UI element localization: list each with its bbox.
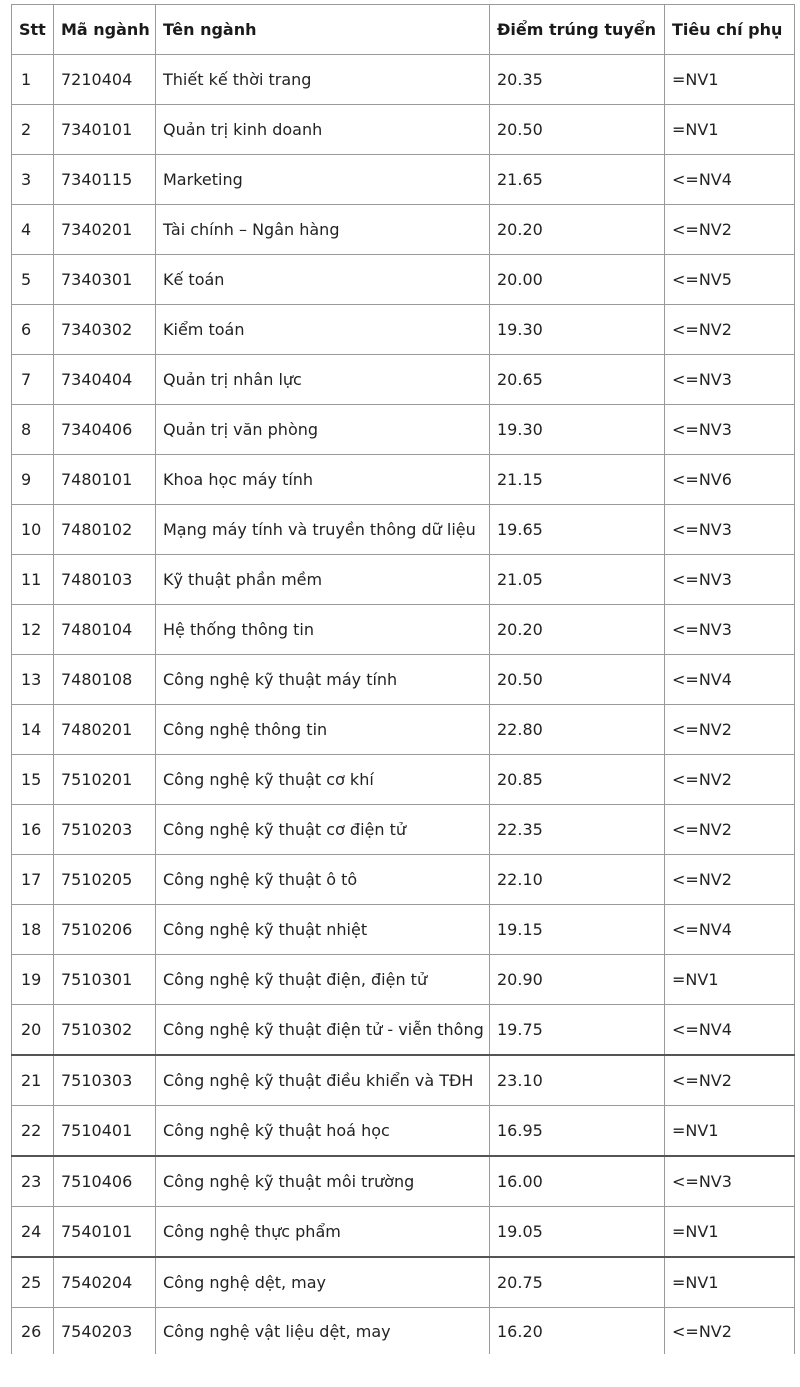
cell-major-code: 7340302 xyxy=(54,305,156,355)
cell-major-name: Quản trị nhân lực xyxy=(156,355,490,405)
cell-sub-criteria: <=NV3 xyxy=(665,605,795,655)
cell-sub-criteria: <=NV3 xyxy=(665,1156,795,1207)
cell-sub-criteria: <=NV2 xyxy=(665,1055,795,1106)
cell-major-name: Công nghệ vật liệu dệt, may xyxy=(156,1308,490,1355)
cell-admission-score: 21.65 xyxy=(490,155,665,205)
cell-stt: 23 xyxy=(12,1156,54,1207)
cell-stt: 6 xyxy=(12,305,54,355)
header-major-code: Mã ngành xyxy=(54,5,156,55)
cell-major-name: Hệ thống thông tin xyxy=(156,605,490,655)
cell-major-code: 7510303 xyxy=(54,1055,156,1106)
cell-major-name: Công nghệ kỹ thuật hoá học xyxy=(156,1106,490,1157)
cell-major-code: 7340201 xyxy=(54,205,156,255)
table-row xyxy=(12,905,795,955)
cell-sub-criteria: <=NV3 xyxy=(665,405,795,455)
cell-major-name: Kỹ thuật phần mềm xyxy=(156,555,490,605)
cell-stt: 10 xyxy=(12,505,54,555)
cell-major-name: Khoa học máy tính xyxy=(156,455,490,505)
cell-sub-criteria: <=NV2 xyxy=(665,805,795,855)
cell-stt: 4 xyxy=(12,205,54,255)
cell-stt: 18 xyxy=(12,905,54,955)
table-row xyxy=(12,105,795,155)
table-row xyxy=(12,805,795,855)
cell-admission-score: 20.85 xyxy=(490,755,665,805)
cell-stt: 14 xyxy=(12,705,54,755)
cell-major-name: Công nghệ kỹ thuật điện tử - viễn thông xyxy=(156,1005,490,1056)
table-row xyxy=(12,755,795,805)
table-row xyxy=(12,205,795,255)
cell-stt: 15 xyxy=(12,755,54,805)
header-sub-criteria: Tiêu chí phụ xyxy=(665,5,795,55)
cell-major-name: Công nghệ kỹ thuật cơ khí xyxy=(156,755,490,805)
cell-sub-criteria: <=NV2 xyxy=(665,755,795,805)
cell-stt: 8 xyxy=(12,405,54,455)
cell-major-name: Kế toán xyxy=(156,255,490,305)
cell-major-name: Công nghệ kỹ thuật nhiệt xyxy=(156,905,490,955)
cell-stt: 7 xyxy=(12,355,54,405)
table-row xyxy=(12,655,795,705)
table-row xyxy=(12,1207,795,1258)
header-major-name: Tên ngành xyxy=(156,5,490,55)
cell-sub-criteria: =NV1 xyxy=(665,955,795,1005)
admission-scores-table-container xyxy=(11,4,794,1354)
cell-major-name: Công nghệ kỹ thuật môi trường xyxy=(156,1156,490,1207)
cell-stt: 19 xyxy=(12,955,54,1005)
cell-sub-criteria: <=NV4 xyxy=(665,155,795,205)
cell-stt: 3 xyxy=(12,155,54,205)
cell-admission-score: 21.05 xyxy=(490,555,665,605)
cell-major-name: Mạng máy tính và truyền thông dữ liệu xyxy=(156,505,490,555)
cell-major-name: Công nghệ kỹ thuật cơ điện tử xyxy=(156,805,490,855)
cell-stt: 13 xyxy=(12,655,54,705)
table-row xyxy=(12,1005,795,1056)
header-stt: Stt xyxy=(12,5,54,55)
table-row xyxy=(12,505,795,555)
cell-sub-criteria: <=NV2 xyxy=(665,705,795,755)
cell-major-code: 7540203 xyxy=(54,1308,156,1355)
cell-major-code: 7540204 xyxy=(54,1257,156,1308)
cell-sub-criteria: <=NV4 xyxy=(665,655,795,705)
cell-sub-criteria: <=NV2 xyxy=(665,1308,795,1355)
table-row xyxy=(12,555,795,605)
cell-major-code: 7480201 xyxy=(54,705,156,755)
cell-sub-criteria: <=NV5 xyxy=(665,255,795,305)
cell-stt: 5 xyxy=(12,255,54,305)
cell-stt: 24 xyxy=(12,1207,54,1258)
cell-sub-criteria: <=NV4 xyxy=(665,905,795,955)
header-admission-score: Điểm trúng tuyển xyxy=(490,5,665,55)
cell-admission-score: 20.90 xyxy=(490,955,665,1005)
cell-admission-score: 20.50 xyxy=(490,105,665,155)
cell-admission-score: 21.15 xyxy=(490,455,665,505)
cell-major-code: 7510301 xyxy=(54,955,156,1005)
cell-sub-criteria: =NV1 xyxy=(665,1257,795,1308)
cell-admission-score: 20.20 xyxy=(490,205,665,255)
cell-major-code: 7340115 xyxy=(54,155,156,205)
cell-major-code: 7510401 xyxy=(54,1106,156,1157)
cell-admission-score: 22.35 xyxy=(490,805,665,855)
cell-admission-score: 19.75 xyxy=(490,1005,665,1056)
table-row xyxy=(12,1055,795,1106)
cell-admission-score: 20.20 xyxy=(490,605,665,655)
cell-stt: 17 xyxy=(12,855,54,905)
cell-major-code: 7480103 xyxy=(54,555,156,605)
cell-stt: 16 xyxy=(12,805,54,855)
cell-admission-score: 23.10 xyxy=(490,1055,665,1106)
cell-major-name: Công nghệ thông tin xyxy=(156,705,490,755)
cell-stt: 20 xyxy=(12,1005,54,1056)
cell-stt: 9 xyxy=(12,455,54,505)
table-row xyxy=(12,1156,795,1207)
cell-major-name: Marketing xyxy=(156,155,490,205)
table-body xyxy=(12,55,795,1355)
cell-admission-score: 19.65 xyxy=(490,505,665,555)
table-row xyxy=(12,455,795,505)
cell-stt: 12 xyxy=(12,605,54,655)
cell-admission-score: 16.00 xyxy=(490,1156,665,1207)
cell-major-code: 7480104 xyxy=(54,605,156,655)
cell-major-code: 7510406 xyxy=(54,1156,156,1207)
admission-scores-table xyxy=(11,4,795,1354)
cell-major-code: 7340406 xyxy=(54,405,156,455)
table-row xyxy=(12,405,795,455)
cell-major-code: 7480108 xyxy=(54,655,156,705)
cell-major-code: 7340404 xyxy=(54,355,156,405)
table-row xyxy=(12,255,795,305)
cell-admission-score: 16.20 xyxy=(490,1308,665,1355)
cell-sub-criteria: <=NV2 xyxy=(665,855,795,905)
cell-major-name: Công nghệ kỹ thuật máy tính xyxy=(156,655,490,705)
cell-major-code: 7480102 xyxy=(54,505,156,555)
cell-admission-score: 20.50 xyxy=(490,655,665,705)
cell-admission-score: 19.30 xyxy=(490,305,665,355)
cell-admission-score: 16.95 xyxy=(490,1106,665,1157)
cell-major-code: 7340301 xyxy=(54,255,156,305)
cell-major-name: Công nghệ kỹ thuật điều khiển và TĐH xyxy=(156,1055,490,1106)
table-row xyxy=(12,155,795,205)
table-row xyxy=(12,1308,795,1355)
cell-sub-criteria: <=NV4 xyxy=(665,1005,795,1056)
table-row xyxy=(12,1257,795,1308)
cell-major-name: Công nghệ dệt, may xyxy=(156,1257,490,1308)
table-row xyxy=(12,55,795,105)
cell-major-name: Công nghệ kỹ thuật ô tô xyxy=(156,855,490,905)
cell-major-code: 7340101 xyxy=(54,105,156,155)
table-row xyxy=(12,705,795,755)
cell-stt: 26 xyxy=(12,1308,54,1355)
cell-sub-criteria: <=NV6 xyxy=(665,455,795,505)
cell-stt: 22 xyxy=(12,1106,54,1157)
cell-admission-score: 19.15 xyxy=(490,905,665,955)
cell-major-name: Tài chính – Ngân hàng xyxy=(156,205,490,255)
table-row xyxy=(12,305,795,355)
cell-major-code: 7510302 xyxy=(54,1005,156,1056)
cell-sub-criteria: =NV1 xyxy=(665,55,795,105)
cell-sub-criteria: <=NV3 xyxy=(665,355,795,405)
table-row xyxy=(12,1106,795,1157)
cell-sub-criteria: <=NV3 xyxy=(665,555,795,605)
cell-stt: 11 xyxy=(12,555,54,605)
cell-major-name: Kiểm toán xyxy=(156,305,490,355)
cell-sub-criteria: =NV1 xyxy=(665,105,795,155)
cell-major-name: Công nghệ kỹ thuật điện, điện tử xyxy=(156,955,490,1005)
cell-admission-score: 19.05 xyxy=(490,1207,665,1258)
cell-major-code: 7540101 xyxy=(54,1207,156,1258)
cell-major-code: 7210404 xyxy=(54,55,156,105)
cell-sub-criteria: =NV1 xyxy=(665,1106,795,1157)
cell-major-name: Công nghệ thực phẩm xyxy=(156,1207,490,1258)
cell-major-name: Quản trị văn phòng xyxy=(156,405,490,455)
cell-major-code: 7510206 xyxy=(54,905,156,955)
cell-admission-score: 22.10 xyxy=(490,855,665,905)
cell-stt: 25 xyxy=(12,1257,54,1308)
cell-admission-score: 20.65 xyxy=(490,355,665,405)
cell-major-name: Thiết kế thời trang xyxy=(156,55,490,105)
cell-stt: 1 xyxy=(12,55,54,105)
cell-major-code: 7510203 xyxy=(54,805,156,855)
cell-major-name: Quản trị kinh doanh xyxy=(156,105,490,155)
cell-sub-criteria: <=NV2 xyxy=(665,305,795,355)
table-header-row xyxy=(12,5,795,55)
cell-stt: 21 xyxy=(12,1055,54,1106)
cell-admission-score: 22.80 xyxy=(490,705,665,755)
cell-stt: 2 xyxy=(12,105,54,155)
cell-sub-criteria: <=NV2 xyxy=(665,205,795,255)
cell-admission-score: 19.30 xyxy=(490,405,665,455)
cell-admission-score: 20.35 xyxy=(490,55,665,105)
table-row xyxy=(12,855,795,905)
cell-sub-criteria: <=NV3 xyxy=(665,505,795,555)
table-row xyxy=(12,605,795,655)
cell-sub-criteria: =NV1 xyxy=(665,1207,795,1258)
cell-major-code: 7480101 xyxy=(54,455,156,505)
cell-admission-score: 20.00 xyxy=(490,255,665,305)
table-row xyxy=(12,955,795,1005)
cell-major-code: 7510205 xyxy=(54,855,156,905)
cell-major-code: 7510201 xyxy=(54,755,156,805)
table-row xyxy=(12,355,795,405)
cell-admission-score: 20.75 xyxy=(490,1257,665,1308)
